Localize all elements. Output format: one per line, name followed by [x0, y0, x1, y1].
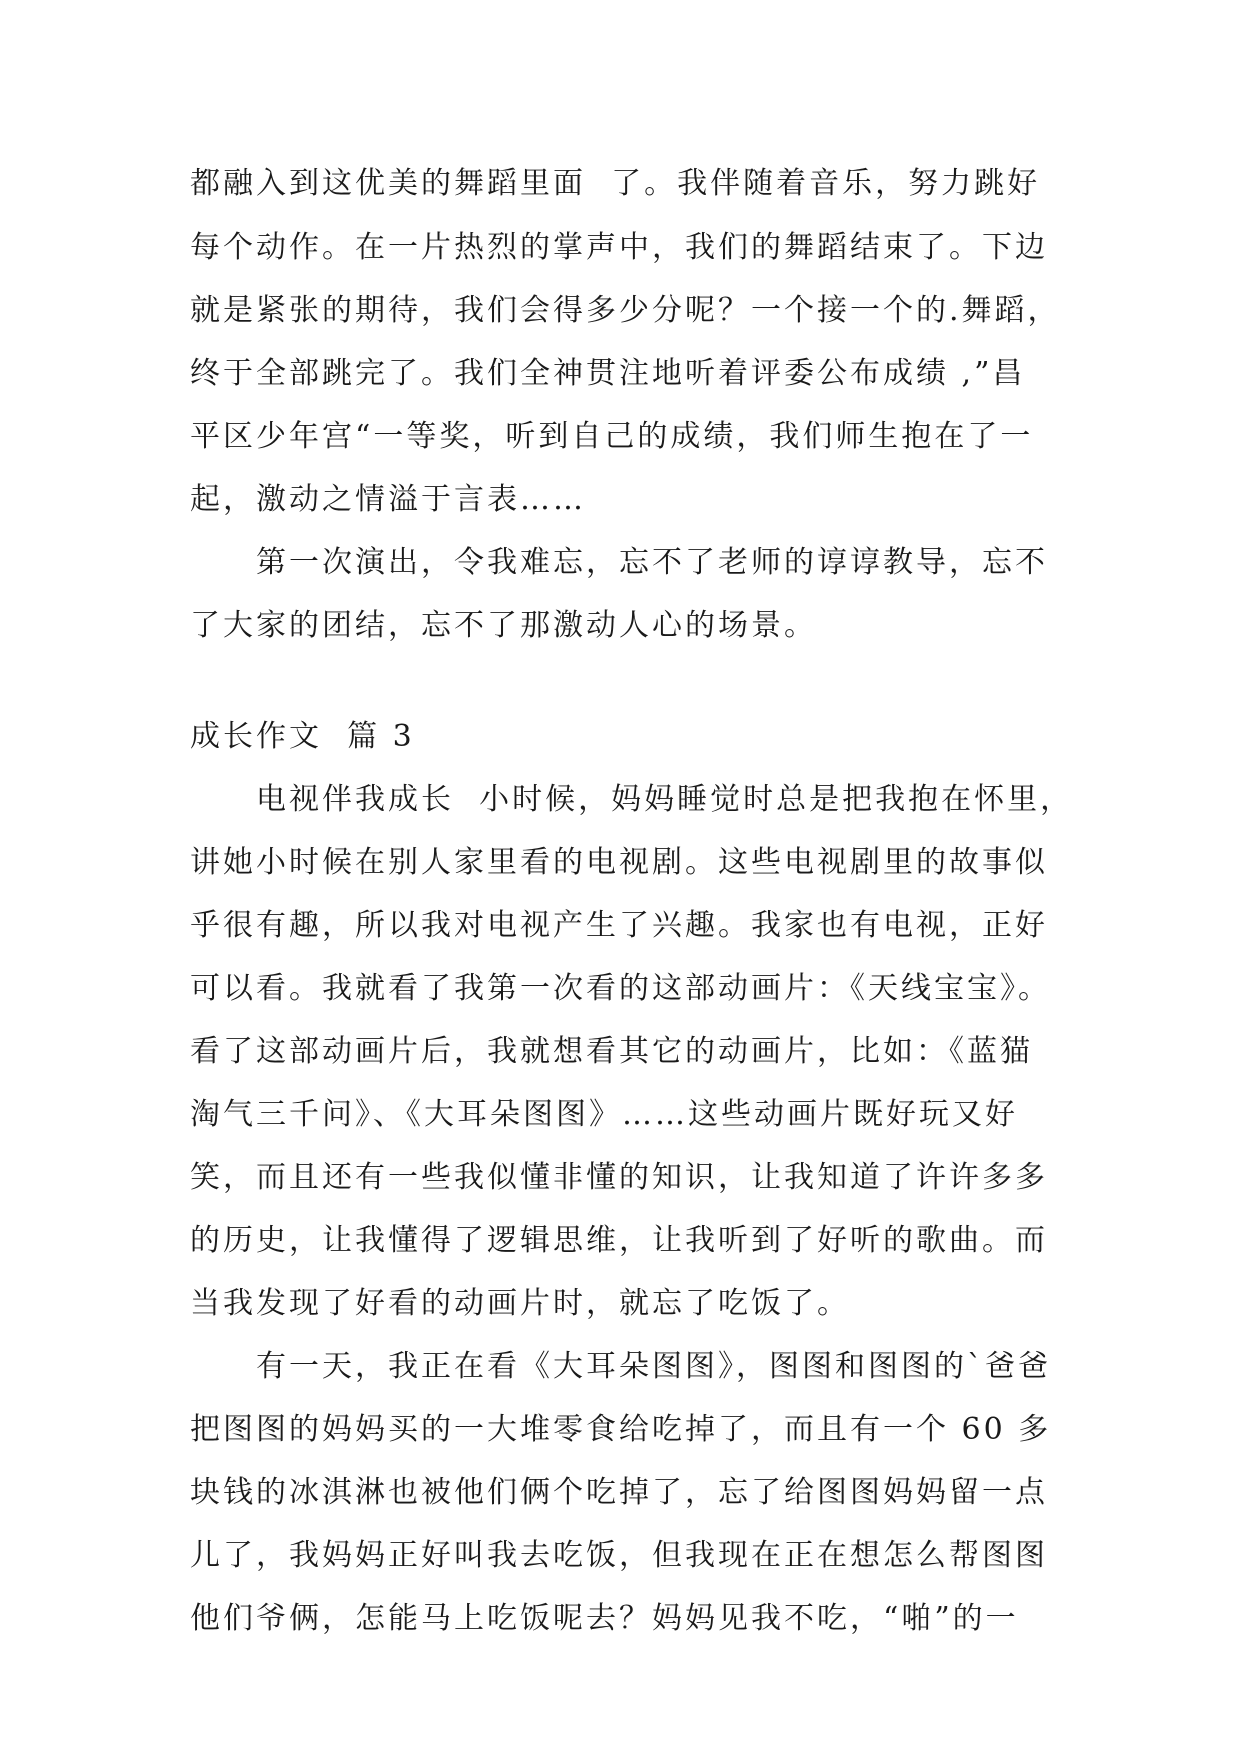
- paragraph-3-line-4: 可以看。我就看了我第一次看的这部动画片：《天线宝宝》。: [190, 971, 1051, 1006]
- paragraph-4-line-5: 他们爷俩，怎能马上吃饭呢去？妈妈见我不吃，“啪”的一: [190, 1601, 1019, 1636]
- paragraph-1-line-6: 起，激动之情溢于言表……: [190, 482, 586, 517]
- paragraph-2-line-2: 了大家的团结，忘不了那激动人心的场景。: [190, 608, 817, 643]
- paragraph-3-line-3: 乎很有趣，所以我对电视产生了兴趣。我家也有电视，正好: [190, 908, 1048, 943]
- paragraph-4-line-4: 儿了，我妈妈正好叫我去吃饭，但我现在正在想怎么帮图图: [190, 1538, 1048, 1573]
- paragraph-3-line-1: 电视伴我成长 小时候，妈妈睡觉时总是把我抱在怀里，: [256, 782, 1074, 817]
- paragraph-4-line-1: 有一天，我正在看《大耳朵图图》，图图和图图的`爸爸: [256, 1349, 1051, 1384]
- paragraph-3-line-2: 讲她小时候在别人家里看的电视剧。这些电视剧里的故事似: [190, 845, 1048, 880]
- paragraph-3-line-5: 看了这部动画片后，我就想看其它的动画片，比如：《蓝猫: [190, 1034, 1033, 1069]
- paragraph-1-line-3: 就是紧张的期待，我们会得多少分呢？一个接一个的.舞蹈，: [190, 293, 1061, 328]
- paragraph-3-line-6: 淘气三千问》、《大耳朵图图》……这些动画片既好玩又好: [190, 1097, 1018, 1132]
- paragraph-1-line-1: 都融入到这优美的舞蹈里面 了。我伴随着音乐，努力跳好: [190, 166, 1041, 201]
- section-heading: 成长作文 篇 3: [190, 719, 415, 754]
- paragraph-3-line-9: 当我发现了好看的动画片时，就忘了吃饭了。: [190, 1286, 850, 1321]
- paragraph-3-line-8: 的历史，让我懂得了逻辑思维，让我听到了好听的歌曲。而: [190, 1223, 1048, 1258]
- paragraph-1-line-5: 平区少年宫“一等奖，听到自己的成绩，我们师生抱在了一: [190, 419, 1034, 454]
- paragraph-3-line-7: 笑，而且还有一些我似懂非懂的知识，让我知道了许许多多: [190, 1160, 1048, 1195]
- paragraph-4-line-3: 块钱的冰淇淋也被他们俩个吃掉了，忘了给图图妈妈留一点: [190, 1475, 1048, 1510]
- paragraph-1-line-4: 终于全部跳完了。我们全神贯注地听着评委公布成绩 ,”昌: [190, 356, 1026, 391]
- paragraph-4-line-2: 把图图的妈妈买的一大堆零食给吃掉了，而且有一个 60 多: [190, 1412, 1052, 1447]
- paragraph-2-line-1: 第一次演出，令我难忘，忘不了老师的谆谆教导，忘不: [256, 545, 1048, 580]
- paragraph-1-line-2: 每个动作。在一片热烈的掌声中，我们的舞蹈结束了。下边: [190, 230, 1048, 265]
